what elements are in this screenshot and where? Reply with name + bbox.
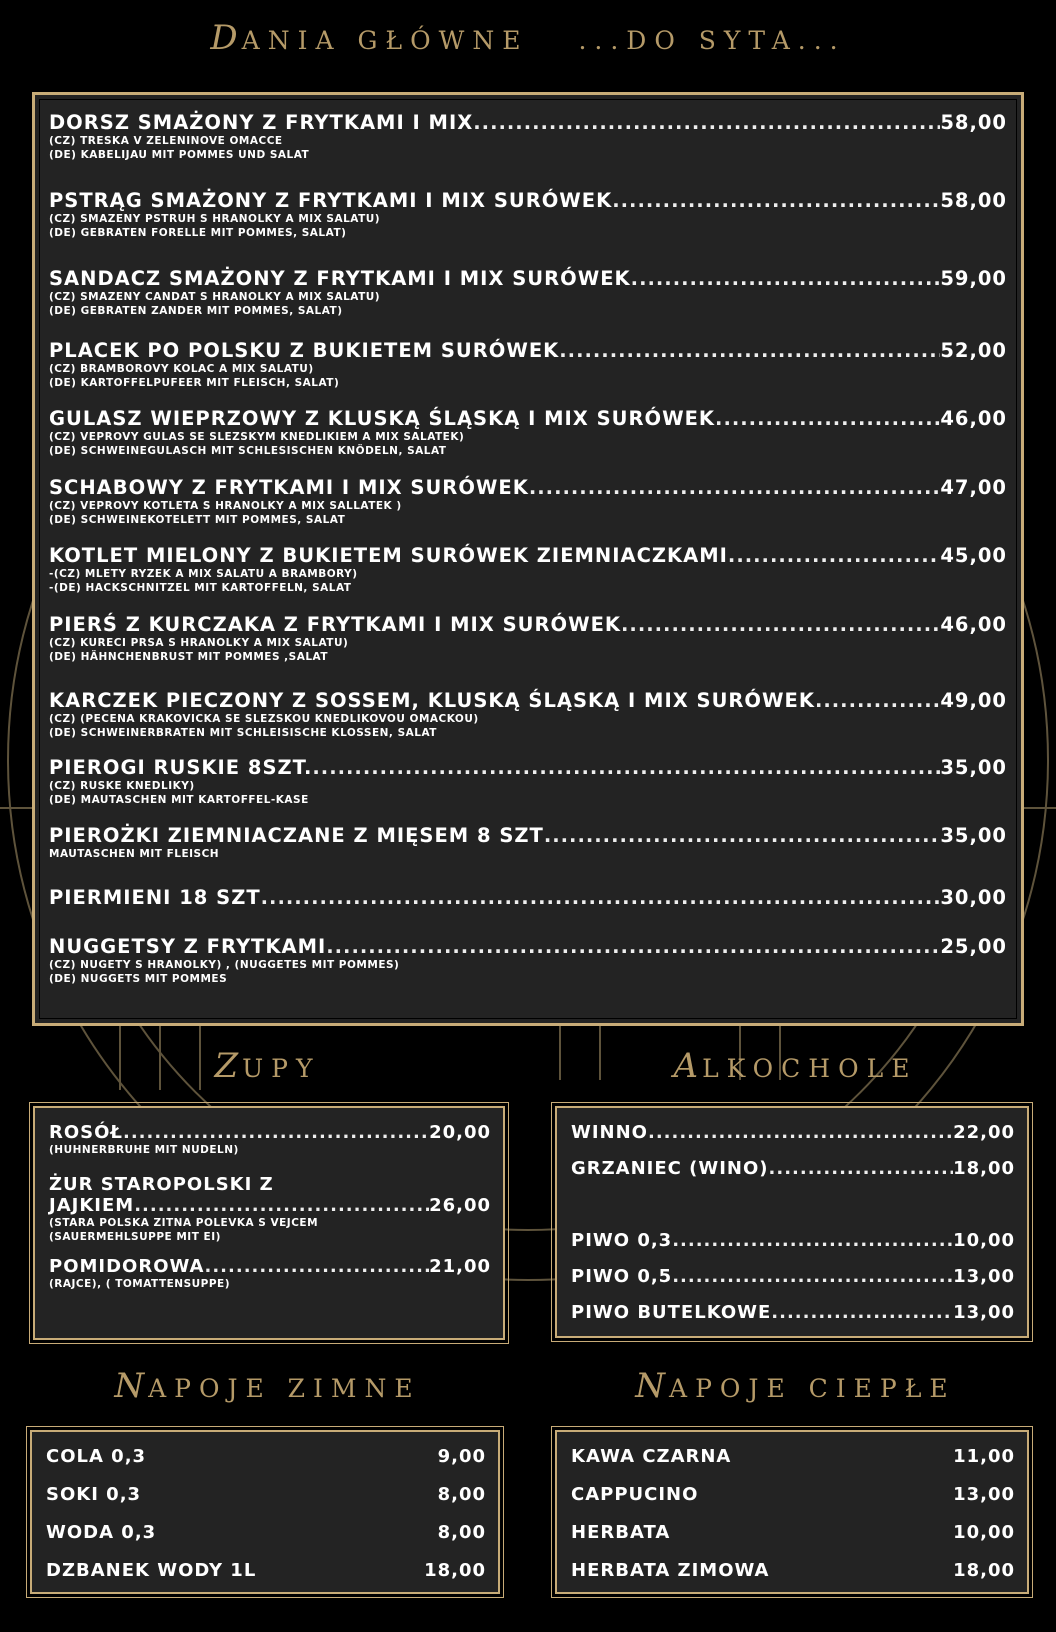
item-line bbox=[49, 824, 1007, 847]
item-name: PIEROŻKI ZIEMNIACZANE Z MIĘSEM 8 SZT bbox=[49, 824, 544, 847]
item-price: 30,00 bbox=[940, 886, 1007, 909]
dot-leader bbox=[728, 544, 940, 567]
item-line bbox=[571, 1266, 1015, 1287]
item-name: HERBATA ZIMOWA bbox=[571, 1560, 770, 1581]
item-description: MAUTASCHEN MIT FLEISCH bbox=[49, 848, 220, 860]
menu-item bbox=[571, 1446, 1015, 1467]
item-line bbox=[46, 1522, 486, 1543]
item-price: 10,00 bbox=[953, 1230, 1015, 1251]
item-description: (DE) GEBRATEN FORELLE MIT POMMES, SALAT) bbox=[49, 227, 347, 239]
soups-panel bbox=[33, 1106, 505, 1340]
menu-item bbox=[46, 1560, 486, 1581]
item-description: (STARA POLSKA ZITNA POLEVKA S VEJCEM bbox=[49, 1217, 319, 1229]
item-line bbox=[49, 544, 1007, 567]
menu-item bbox=[46, 1522, 486, 1543]
item-line bbox=[571, 1484, 1015, 1505]
item-line bbox=[571, 1158, 1015, 1179]
menu-item bbox=[46, 1446, 486, 1467]
item-name: PIWO 0,5 bbox=[571, 1266, 673, 1287]
item-name: KARCZEK PIECZONY Z SOSSEM, KLUSKĄ ŚLĄSKĄ I MIX SURÓWEK bbox=[49, 689, 815, 712]
dot-leader bbox=[326, 935, 940, 958]
title-text: UPY bbox=[242, 1054, 321, 1083]
cold-drinks-panel bbox=[30, 1430, 500, 1594]
item-price: 8,00 bbox=[437, 1484, 486, 1505]
menu-item bbox=[49, 824, 1007, 861]
item-line bbox=[49, 339, 1007, 362]
soups-title bbox=[0, 1046, 535, 1086]
item-line bbox=[49, 476, 1007, 499]
item-description: (CZ) RUSKE KNEDLIKY) bbox=[49, 780, 195, 792]
alcohol-title bbox=[535, 1046, 1056, 1086]
menu-item bbox=[49, 189, 1007, 240]
item-price: 35,00 bbox=[940, 824, 1007, 847]
item-price: 8,00 bbox=[437, 1522, 486, 1543]
main-dishes-panel bbox=[32, 92, 1024, 1026]
menu-item bbox=[49, 407, 1007, 458]
item-name: SOKI 0,3 bbox=[46, 1484, 142, 1505]
dot-leader bbox=[621, 613, 940, 636]
hot-drinks-title bbox=[535, 1366, 1056, 1406]
item-price: 10,00 bbox=[953, 1522, 1015, 1543]
menu-item bbox=[571, 1122, 1015, 1143]
item-line bbox=[571, 1446, 1015, 1467]
item-line bbox=[49, 613, 1007, 636]
menu-item bbox=[49, 544, 1007, 595]
menu-item bbox=[49, 886, 1007, 909]
item-name: PIERMIENI 18 SZT bbox=[49, 886, 261, 909]
item-name: PSTRĄG SMAŻONY Z FRYTKAMI I MIX SURÓWEK bbox=[49, 189, 613, 212]
item-name: NUGGETSY Z FRYTKAMI bbox=[49, 935, 327, 958]
item-description: (DE) HÄHNCHENBRUST MIT POMMES ,SALAT bbox=[49, 651, 329, 663]
menu-item bbox=[571, 1158, 1015, 1179]
item-name: WINNO bbox=[571, 1122, 648, 1143]
item-price: 18,00 bbox=[424, 1560, 486, 1581]
item-price: 9,00 bbox=[437, 1446, 486, 1467]
item-price: 11,00 bbox=[953, 1446, 1015, 1467]
item-description: (SAUERMEHLSUPPE MIT EI) bbox=[49, 1231, 221, 1243]
item-price: 49,00 bbox=[940, 689, 1007, 712]
item-name: KOTLET MIELONY Z BUKIETEM SURÓWEK ZIEMNIACZKAMI bbox=[49, 544, 728, 567]
item-line bbox=[571, 1302, 1015, 1323]
item-price: 18,00 bbox=[953, 1158, 1015, 1179]
item-line bbox=[49, 1256, 491, 1277]
dot-leader bbox=[529, 476, 940, 499]
item-price: 35,00 bbox=[940, 756, 1007, 779]
item-line bbox=[571, 1230, 1015, 1251]
item-price: 26,00 bbox=[429, 1195, 491, 1216]
item-name: PIWO 0,3 bbox=[571, 1230, 673, 1251]
item-price: 46,00 bbox=[940, 613, 1007, 636]
item-price: 21,00 bbox=[429, 1256, 491, 1277]
item-line bbox=[46, 1560, 486, 1581]
title-text: LKOCHOLE bbox=[702, 1054, 918, 1083]
item-line bbox=[49, 267, 1007, 290]
item-description: -(DE) HACKSCHNITZEL MIT KARTOFFELN, SALAT bbox=[49, 582, 352, 594]
item-name: COLA 0,3 bbox=[46, 1446, 147, 1467]
item-price: 59,00 bbox=[940, 267, 1007, 290]
item-description: (DE) GEBRATEN ZANDER MIT POMMES, SALAT) bbox=[49, 305, 343, 317]
item-line bbox=[46, 1484, 486, 1505]
title-initial: N bbox=[114, 1366, 149, 1406]
menu-item bbox=[49, 689, 1007, 740]
item-description: (CZ) SMAZENY PSTRUH S HRANOLKY A MIX SALATU) bbox=[49, 213, 381, 225]
item-description: (DE) KABELIJAU MIT POMMES UND SALAT bbox=[49, 149, 310, 161]
item-name: GULASZ WIEPRZOWY Z KLUSKĄ ŚLĄSKĄ I MIX SURÓWEK bbox=[49, 407, 716, 430]
item-name: ROSÓŁ bbox=[49, 1122, 123, 1143]
alcohol-panel bbox=[555, 1106, 1029, 1338]
title-text: APOJE CIEPŁE bbox=[669, 1374, 956, 1403]
title-suffix: ...DO SYTA... bbox=[578, 26, 846, 55]
dot-leader bbox=[559, 339, 940, 362]
dot-leader bbox=[544, 824, 940, 847]
item-line bbox=[49, 1195, 491, 1216]
item-price: 45,00 bbox=[940, 544, 1007, 567]
item-line bbox=[49, 1122, 491, 1143]
menu-item bbox=[571, 1302, 1015, 1323]
item-description: (DE) NUGGETS MIT POMMES bbox=[49, 973, 228, 985]
item-description: (RAJCE), ( TOMATTENSUPPE) bbox=[49, 1278, 231, 1290]
item-description: (CZ) VEPROVY KOTLETA S HRANOLKY A MIX SALLATEK ) bbox=[49, 500, 402, 512]
item-price: 13,00 bbox=[953, 1484, 1015, 1505]
item-description: (DE) SCHWEINEKOTELETT MIT POMMES, SALAT bbox=[49, 514, 346, 526]
title-initial: Z bbox=[214, 1046, 243, 1086]
menu-item bbox=[46, 1484, 486, 1505]
item-line bbox=[49, 407, 1007, 430]
item-description: (HUHNERBRUHE MIT NUDELN) bbox=[49, 1144, 239, 1156]
dot-leader bbox=[261, 886, 941, 909]
item-name: SANDACZ SMAŻONY Z FRYTKAMI I MIX SURÓWEK bbox=[49, 267, 631, 290]
item-price: 20,00 bbox=[429, 1122, 491, 1143]
item-description: (DE) SCHWEINERBRATEN MIT SCHLEISISCHE KLOSSEN, SALAT bbox=[49, 727, 437, 739]
item-description: -(CZ) MLETY RYZEK A MIX SALATU A BRAMBORY) bbox=[49, 568, 358, 580]
menu-item bbox=[49, 111, 1007, 162]
item-line bbox=[49, 111, 1007, 134]
item-price: 18,00 bbox=[953, 1560, 1015, 1581]
title-initial: N bbox=[635, 1366, 670, 1406]
menu-item bbox=[49, 1122, 491, 1157]
dot-leader bbox=[672, 1230, 953, 1251]
menu-item bbox=[571, 1230, 1015, 1251]
hot-drinks-panel bbox=[555, 1430, 1029, 1594]
dot-leader bbox=[815, 689, 940, 712]
dot-leader bbox=[672, 1266, 953, 1287]
item-description: (CZ) NUGETY S HRANOLKY) , (NUGGETES MIT POMMES) bbox=[49, 959, 400, 971]
menu-item bbox=[49, 339, 1007, 390]
item-price: 52,00 bbox=[940, 339, 1007, 362]
item-description: (DE) KARTOFFELPUFEER MIT FLEISCH, SALAT) bbox=[49, 377, 340, 389]
dot-leader bbox=[771, 1302, 953, 1323]
item-name: SCHABOWY Z FRYTKAMI I MIX SURÓWEK bbox=[49, 476, 529, 499]
menu-item bbox=[49, 1256, 491, 1291]
item-name: DORSZ SMAŻONY Z FRYTKAMI I MIX bbox=[49, 111, 474, 134]
dot-leader bbox=[715, 407, 940, 430]
menu-item bbox=[571, 1484, 1015, 1505]
menu-item bbox=[571, 1560, 1015, 1581]
item-description: (CZ) KURECI PRSA S HRANOLKY A MIX SALATU) bbox=[49, 637, 349, 649]
title-text: APOJE ZIMNE bbox=[148, 1374, 421, 1403]
dot-leader bbox=[123, 1122, 429, 1143]
menu-item bbox=[49, 756, 1007, 807]
dot-leader bbox=[769, 1158, 954, 1179]
dot-leader bbox=[612, 189, 940, 212]
item-name: JAJKIEM bbox=[49, 1195, 135, 1216]
item-name: GRZANIEC (WINO) bbox=[571, 1158, 769, 1179]
menu-item bbox=[571, 1522, 1015, 1543]
item-name: POMIDOROWA bbox=[49, 1256, 205, 1277]
item-name: PIEROGI RUSKIE 8SZT. bbox=[49, 756, 313, 779]
item-line bbox=[571, 1122, 1015, 1143]
item-price: 47,00 bbox=[940, 476, 1007, 499]
item-line bbox=[571, 1560, 1015, 1581]
item-price: 13,00 bbox=[953, 1266, 1015, 1287]
item-price: 22,00 bbox=[953, 1122, 1015, 1143]
item-description: (DE) SCHWEINEGULASCH MIT SCHLESISCHEN KNÖDELN, SALAT bbox=[49, 445, 447, 457]
item-line bbox=[49, 189, 1007, 212]
menu-item bbox=[49, 267, 1007, 318]
item-name: HERBATA bbox=[571, 1522, 671, 1543]
item-description: (CZ) BRAMBOROVY KOLAC A MIX SALATU) bbox=[49, 363, 314, 375]
item-description: (CZ) VEPROVY GULAS SE SLEZSKYM KNEDLIKIEM A MIX SALATEK) bbox=[49, 431, 465, 443]
item-price: 25,00 bbox=[940, 935, 1007, 958]
menu-item bbox=[571, 1266, 1015, 1287]
item-description: (CZ) SMAZENY CANDAT S HRANOLKY A MIX SALATU) bbox=[49, 291, 381, 303]
item-line bbox=[49, 756, 1007, 779]
main-dishes-title bbox=[0, 18, 1056, 58]
item-name: CAPPUCINO bbox=[571, 1484, 699, 1505]
item-name: KAWA CZARNA bbox=[571, 1446, 732, 1467]
item-name: PIWO BUTELKOWE bbox=[571, 1302, 772, 1323]
item-description: (CZ) TRESKA V ZELENINOVE OMACCE bbox=[49, 135, 283, 147]
item-price: 46,00 bbox=[940, 407, 1007, 430]
menu-item bbox=[49, 1174, 491, 1244]
dot-leader bbox=[134, 1195, 429, 1216]
item-line bbox=[46, 1446, 486, 1467]
item-line bbox=[571, 1522, 1015, 1543]
item-description: (CZ) (PECENA KRAKOVICKA SE SLEZSKOU KNEDLIKOVOU OMACKOU) bbox=[49, 713, 479, 725]
item-line bbox=[49, 935, 1007, 958]
menu-item bbox=[49, 476, 1007, 527]
title-text: ANIA GŁÓWNE bbox=[241, 26, 529, 55]
menu-item bbox=[49, 935, 1007, 986]
menu-item bbox=[49, 613, 1007, 664]
dot-leader bbox=[312, 756, 940, 779]
cold-drinks-title bbox=[0, 1366, 535, 1406]
item-name: PLACEK PO POLSKU Z BUKIETEM SURÓWEK bbox=[49, 339, 560, 362]
dot-leader bbox=[205, 1256, 430, 1277]
item-name: DZBANEK WODY 1L bbox=[46, 1560, 257, 1581]
item-price: 58,00 bbox=[940, 189, 1007, 212]
item-price: 13,00 bbox=[953, 1302, 1015, 1323]
item-name: WODA 0,3 bbox=[46, 1522, 157, 1543]
item-description: (DE) MAUTASCHEN MIT KARTOFFEL-KASE bbox=[49, 794, 309, 806]
item-price: 58,00 bbox=[940, 111, 1007, 134]
item-line bbox=[49, 886, 1007, 909]
item-name-line: ŻUR STAROPOLSKI Z bbox=[49, 1174, 274, 1195]
title-initial: D bbox=[210, 18, 242, 58]
dot-leader bbox=[631, 267, 941, 290]
dot-leader bbox=[648, 1122, 953, 1143]
dot-leader bbox=[473, 111, 940, 134]
item-line bbox=[49, 689, 1007, 712]
item-name: PIERŚ Z KURCZAKA Z FRYTKAMI I MIX SURÓWEK bbox=[49, 613, 622, 636]
title-initial: A bbox=[673, 1046, 703, 1086]
